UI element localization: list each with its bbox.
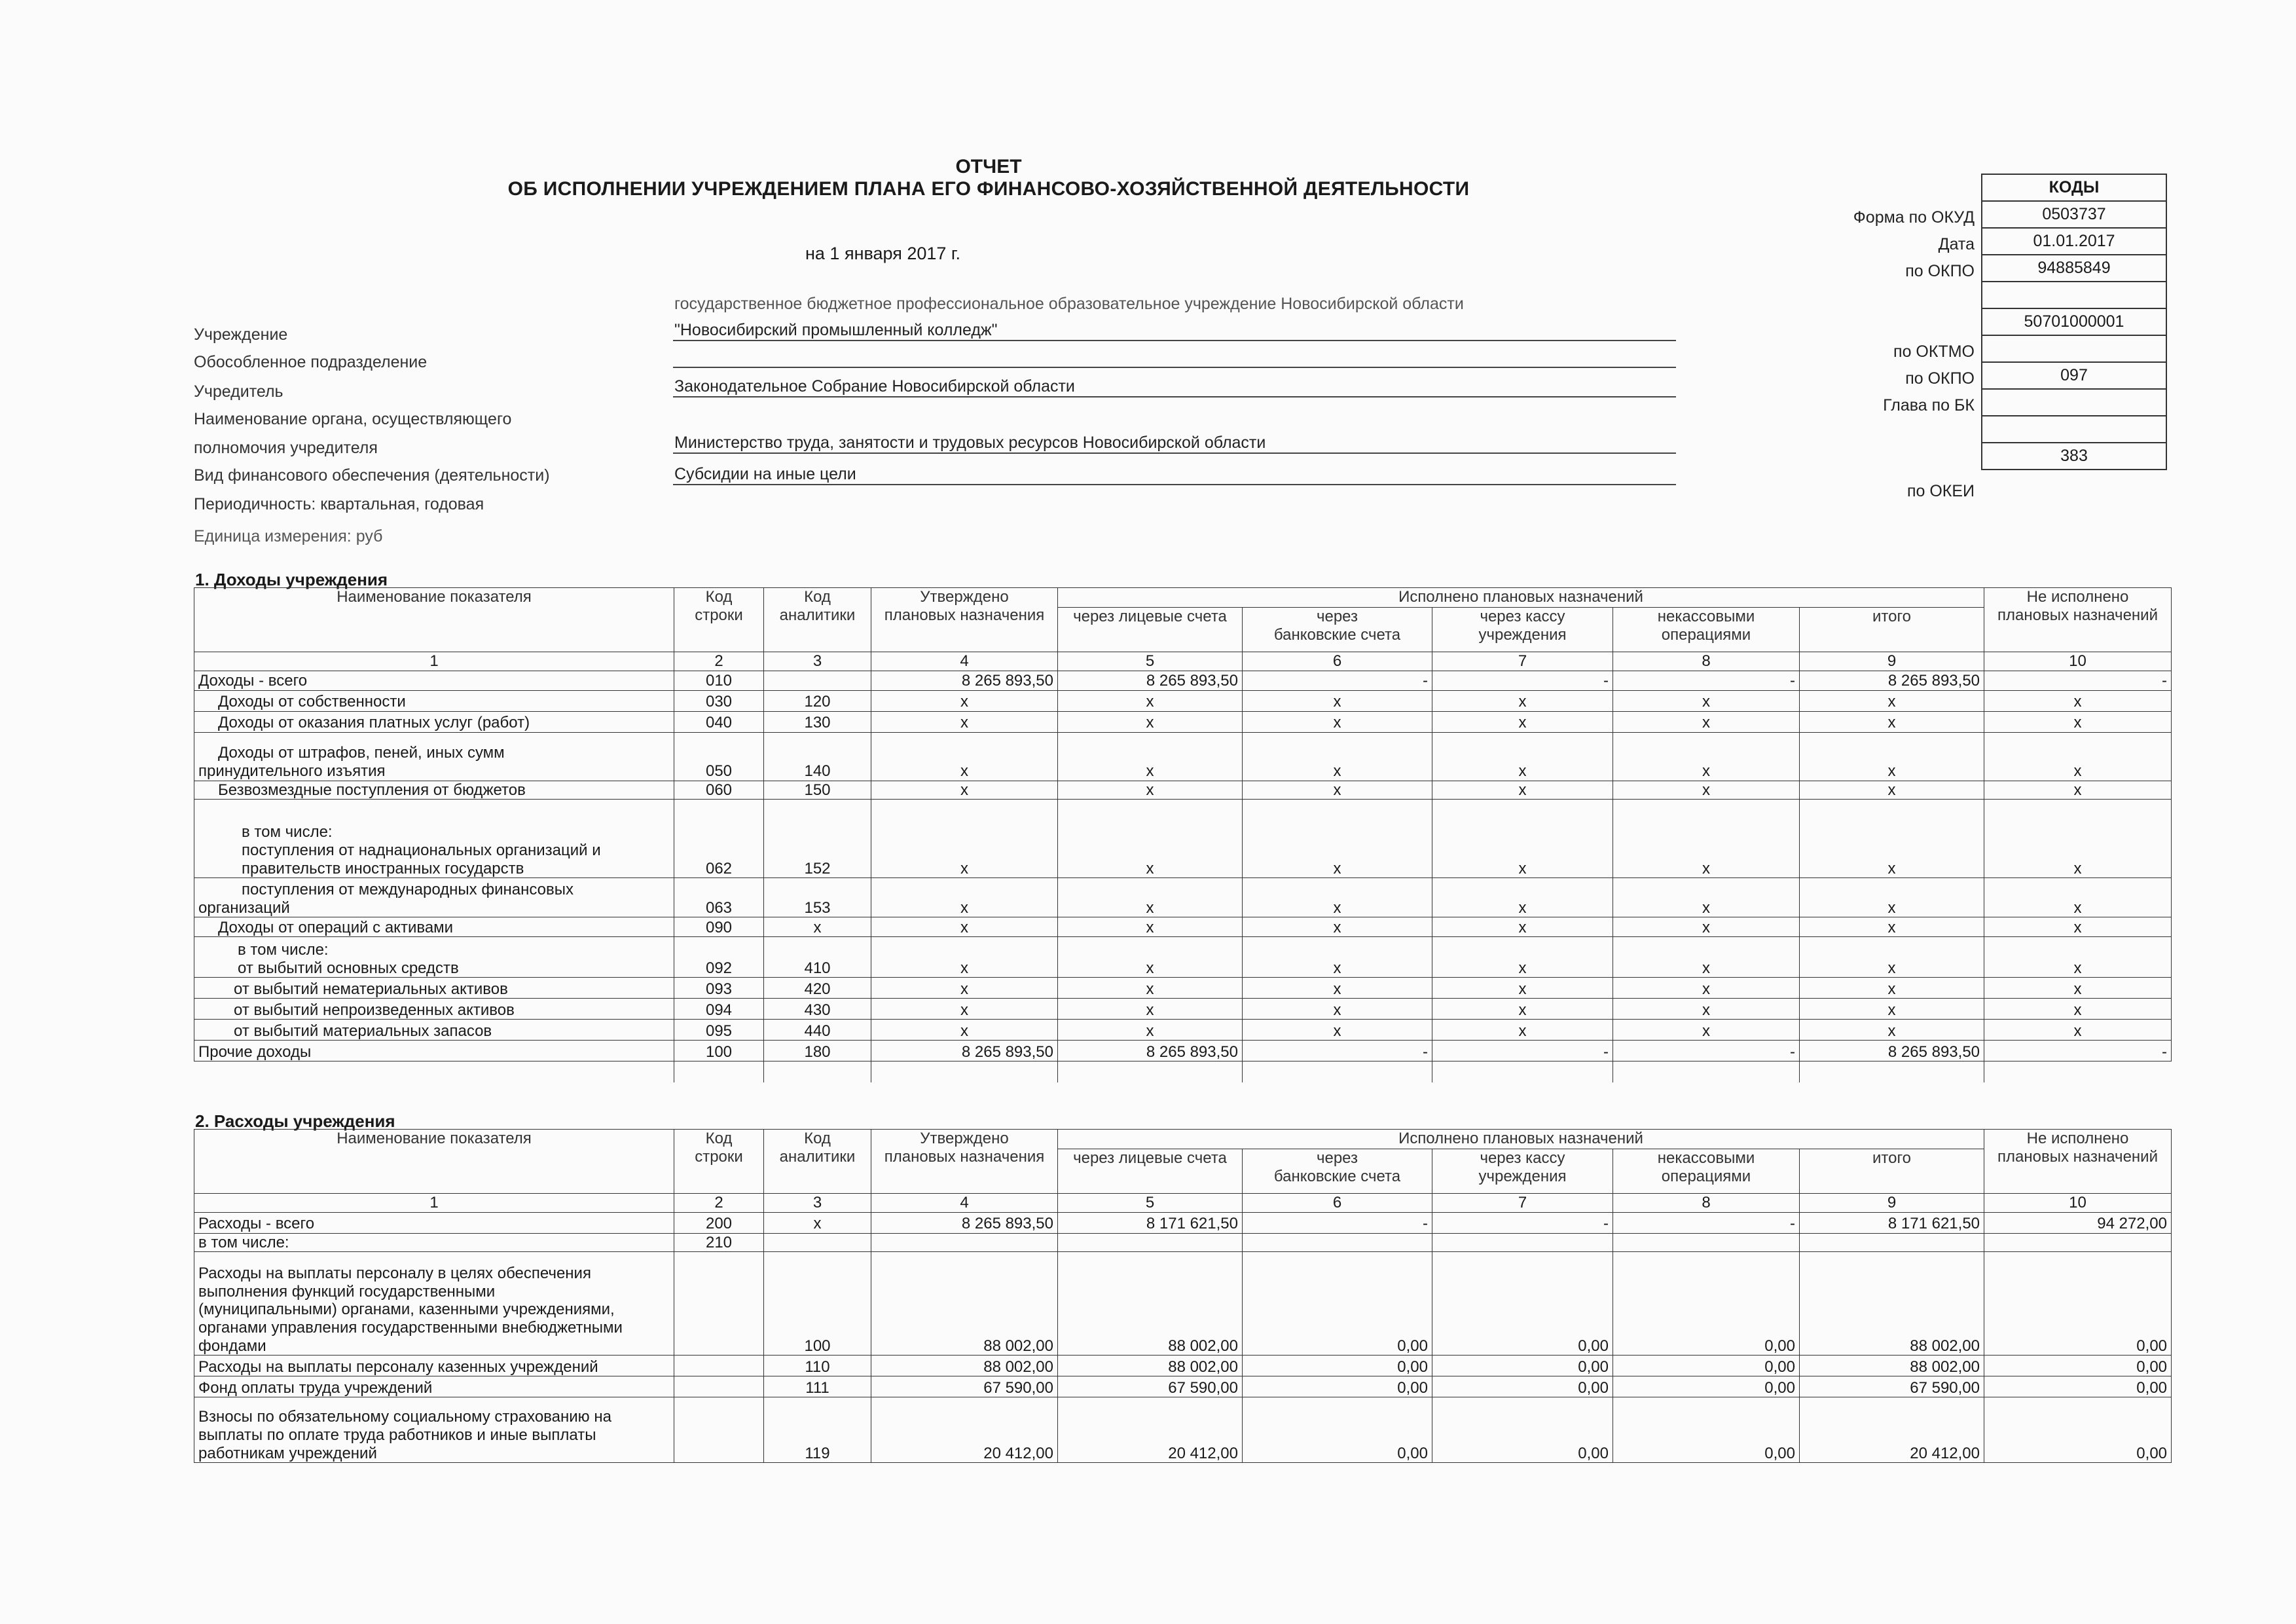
- row-name: в том числе: поступления от наднациональных организаций и правительств иностранных государств: [194, 800, 674, 878]
- row-an: 110: [764, 1356, 871, 1376]
- row-c4: 8 265 893,50: [871, 671, 1058, 690]
- label-okud: Форма по ОКУД: [1853, 208, 1975, 227]
- num-2: 2: [674, 1194, 764, 1213]
- row-c9: x: [1800, 711, 1984, 732]
- table-row: [194, 800, 2172, 878]
- row-c9: x: [1800, 732, 1984, 781]
- row-c6: -: [1243, 671, 1432, 690]
- expense-table: [194, 1129, 2172, 1463]
- row-c5: x: [1058, 878, 1243, 917]
- row-c5: 67 590,00: [1058, 1376, 1243, 1397]
- row-c8: 0,00: [1613, 1252, 1800, 1356]
- row-c8: x: [1613, 917, 1800, 937]
- num-9: 9: [1800, 1194, 1984, 1213]
- period-label: Периодичность: квартальная, годовая: [194, 495, 484, 513]
- row-c6: x: [1243, 999, 1432, 1020]
- num-6: 6: [1243, 1194, 1432, 1213]
- row-code: 030: [674, 690, 764, 711]
- row-c4: x: [871, 690, 1058, 711]
- row-an: 100: [764, 1252, 871, 1356]
- label-bk: Глава по БК: [1883, 396, 1975, 415]
- row-code: 092: [674, 937, 764, 978]
- col-via-cash: через кассу учреждения: [1432, 1149, 1613, 1194]
- row-c9: x: [1800, 690, 1984, 711]
- row-code: 060: [674, 781, 764, 800]
- row-c9: x: [1800, 978, 1984, 999]
- num-5: 5: [1058, 652, 1243, 671]
- row-code: 010: [674, 671, 764, 690]
- finance-label: Вид финансового обеспечения (деятельности): [194, 466, 550, 485]
- label-okpo-2: по ОКПО: [1905, 369, 1975, 388]
- col-via-cash: через кассу учреждения: [1432, 608, 1613, 652]
- num-9: 9: [1800, 652, 1984, 671]
- row-c5: 8 265 893,50: [1058, 1041, 1243, 1061]
- table-row: [194, 878, 2172, 917]
- row-c5: 20 412,00: [1058, 1397, 1243, 1463]
- num-1: 1: [194, 1194, 674, 1213]
- row-name: Доходы от собственности: [194, 690, 674, 711]
- col-executed: Исполнено плановых назначений: [1058, 588, 1984, 608]
- col-code-row: Код строки: [674, 1130, 764, 1194]
- row-code: [674, 1376, 764, 1397]
- row-an: 420: [764, 978, 871, 999]
- code-bk: 097: [1982, 362, 2166, 389]
- code-okpo-2: [1982, 335, 2166, 362]
- table-row: [194, 999, 2172, 1020]
- row-c8: -: [1613, 1041, 1800, 1061]
- row-an: 153: [764, 878, 871, 917]
- row-c6: x: [1243, 978, 1432, 999]
- codes-table: [1981, 174, 2167, 470]
- row-c7: x: [1432, 711, 1613, 732]
- num-8: 8: [1613, 652, 1800, 671]
- row-name: Доходы от штрафов, пеней, иных сумм принудительного изъятия: [194, 732, 674, 781]
- row-c6: x: [1243, 800, 1432, 878]
- row-c5: 88 002,00: [1058, 1252, 1243, 1356]
- code-okud: 0503737: [1982, 201, 2166, 228]
- row-c7: -: [1432, 671, 1613, 690]
- row-name: в том числе:: [194, 1233, 674, 1252]
- row-c8: x: [1613, 732, 1800, 781]
- row-c6: x: [1243, 690, 1432, 711]
- row-c10: x: [1984, 917, 2172, 937]
- row-c9: 8 171 621,50: [1800, 1212, 1984, 1233]
- row-c8: x: [1613, 711, 1800, 732]
- row-name: поступления от международных финансовых организаций: [194, 878, 674, 917]
- row-c4: x: [871, 937, 1058, 978]
- table-row: [194, 732, 2172, 781]
- authority-value: Министерство труда, занятости и трудовых ресурсов Новосибирской области: [673, 434, 1676, 454]
- num-3: 3: [764, 1194, 871, 1213]
- row-c8: x: [1613, 999, 1800, 1020]
- row-code: 094: [674, 999, 764, 1020]
- row-code: 093: [674, 978, 764, 999]
- table-row: [194, 690, 2172, 711]
- row-c7: x: [1432, 781, 1613, 800]
- row-c6: 0,00: [1243, 1356, 1432, 1376]
- num-10: 10: [1984, 652, 2172, 671]
- table-row: [194, 781, 2172, 800]
- row-code: 040: [674, 711, 764, 732]
- code-empty-2: [1982, 389, 2166, 416]
- row-an: 140: [764, 732, 871, 781]
- table-row: [194, 1356, 2172, 1376]
- row-c4: x: [871, 732, 1058, 781]
- row-c4: x: [871, 781, 1058, 800]
- col-executed: Исполнено плановых назначений: [1058, 1130, 1984, 1149]
- income-section-title: 1. Доходы учреждения: [195, 570, 388, 589]
- row-code: 062: [674, 800, 764, 878]
- report-subtitle: ОБ ИСПОЛНЕНИИ УЧРЕЖДЕНИЕМ ПЛАНА ЕГО ФИНАНСОВО-ХОЗЯЙСТВЕННОЙ ДЕЯТЕЛЬНОСТИ: [507, 178, 1470, 200]
- num-4: 4: [871, 652, 1058, 671]
- label-okei: по ОКЕИ: [1906, 482, 1975, 500]
- row-c10: 0,00: [1984, 1376, 2172, 1397]
- row-c8: -: [1613, 671, 1800, 690]
- division-label: Обособленное подразделение: [194, 353, 428, 371]
- row-c9: 8 265 893,50: [1800, 671, 1984, 690]
- row-c5: 88 002,00: [1058, 1356, 1243, 1376]
- row-name: Прочие доходы: [194, 1041, 674, 1061]
- row-c5: 8 265 893,50: [1058, 671, 1243, 690]
- row-c6: 0,00: [1243, 1376, 1432, 1397]
- row-c5: x: [1058, 999, 1243, 1020]
- row-c4: x: [871, 1020, 1058, 1041]
- row-c6: x: [1243, 732, 1432, 781]
- finance-value: Субсидии на иные цели: [673, 465, 1676, 485]
- row-c5: x: [1058, 937, 1243, 978]
- row-c10: 0,00: [1984, 1397, 2172, 1463]
- table-row: [194, 1376, 2172, 1397]
- row-c7: x: [1432, 1020, 1613, 1041]
- row-c10: x: [1984, 937, 2172, 978]
- income-table: [194, 587, 2172, 1082]
- row-an: x: [764, 1212, 871, 1233]
- authority-label-1: Наименование органа, осуществляющего: [194, 410, 512, 428]
- row-c7: -: [1432, 1041, 1613, 1061]
- table-row: [194, 1212, 2172, 1233]
- table-row: [194, 1041, 2172, 1061]
- row-c5: x: [1058, 978, 1243, 999]
- row-c5: x: [1058, 800, 1243, 878]
- table-row: [194, 937, 2172, 978]
- col-via-bank: через банковские счета: [1243, 1149, 1432, 1194]
- row-c9: 67 590,00: [1800, 1376, 1984, 1397]
- row-c8: x: [1613, 1020, 1800, 1041]
- col-approved: Утверждено плановых назначения: [871, 588, 1058, 652]
- label-date: Дата: [1938, 235, 1975, 253]
- row-c7: x: [1432, 800, 1613, 878]
- row-c10: x: [1984, 690, 2172, 711]
- row-c8: 0,00: [1613, 1397, 1800, 1463]
- row-code: 095: [674, 1020, 764, 1041]
- row-c9: x: [1800, 800, 1984, 878]
- row-c7: -: [1432, 1212, 1613, 1233]
- row-an: x: [764, 917, 871, 937]
- row-an: 119: [764, 1397, 871, 1463]
- row-name: в том числе: от выбытий основных средств: [194, 937, 674, 978]
- row-code: 050: [674, 732, 764, 781]
- code-empty-1: [1982, 282, 2166, 308]
- row-c6: x: [1243, 937, 1432, 978]
- row-c10: -: [1984, 1041, 2172, 1061]
- row-c10: x: [1984, 781, 2172, 800]
- table-row: [194, 711, 2172, 732]
- row-c4: x: [871, 999, 1058, 1020]
- row-name: Доходы от оказания платных услуг (работ): [194, 711, 674, 732]
- num-2: 2: [674, 652, 764, 671]
- row-c4: x: [871, 917, 1058, 937]
- code-empty-3: [1982, 416, 2166, 443]
- row-c6: x: [1243, 917, 1432, 937]
- row-an: 180: [764, 1041, 871, 1061]
- col-not-executed: Не исполнено плановых назначений: [1984, 588, 2172, 652]
- col-noncash: некассовыми операциями: [1613, 1149, 1800, 1194]
- row-c10: x: [1984, 878, 2172, 917]
- row-c4: x: [871, 978, 1058, 999]
- row-c6: x: [1243, 1020, 1432, 1041]
- row-c8: x: [1613, 800, 1800, 878]
- row-c10: 94 272,00: [1984, 1212, 2172, 1233]
- row-c8: 0,00: [1613, 1356, 1800, 1376]
- row-name: Безвозмездные поступления от бюджетов: [194, 781, 674, 800]
- row-c7: x: [1432, 690, 1613, 711]
- row-c7: x: [1432, 937, 1613, 978]
- num-7: 7: [1432, 1194, 1613, 1213]
- row-c10: x: [1984, 1020, 2172, 1041]
- authority-label-2: полномочия учредителя: [194, 439, 378, 457]
- row-an: 410: [764, 937, 871, 978]
- row-c10: -: [1984, 671, 2172, 690]
- row-c4: x: [871, 711, 1058, 732]
- unit-label: Единица измерения: руб: [194, 527, 383, 545]
- row-code: [674, 1397, 764, 1463]
- col-via-accounts: через лицевые счета: [1058, 1149, 1243, 1194]
- col-via-bank: через банковские счета: [1243, 608, 1432, 652]
- row-c7: x: [1432, 732, 1613, 781]
- founder-value: Законодательное Собрание Новосибирской области: [673, 377, 1676, 397]
- row-name: Доходы - всего: [194, 671, 674, 690]
- row-c4: 67 590,00: [871, 1376, 1058, 1397]
- col-name: Наименование показателя: [194, 588, 674, 652]
- row-c7: x: [1432, 999, 1613, 1020]
- row-c10: x: [1984, 711, 2172, 732]
- table-row: [194, 1233, 2172, 1252]
- row-c10: 0,00: [1984, 1252, 2172, 1356]
- row-code: 063: [674, 878, 764, 917]
- row-code: [674, 1252, 764, 1356]
- row-c9: x: [1800, 1020, 1984, 1041]
- row-c7: 0,00: [1432, 1376, 1613, 1397]
- row-name: Расходы на выплаты персоналу казенных учреждений: [194, 1356, 674, 1376]
- row-c6: x: [1243, 878, 1432, 917]
- row-name: Расходы на выплаты персоналу в целях обеспечения выполнения функций государственными (муниципальными) органами, казенными учреждениями, органами управления государственными внебюджетными фондами: [194, 1252, 674, 1356]
- table-row: [194, 978, 2172, 999]
- row-c5: x: [1058, 690, 1243, 711]
- expense-section-title: 2. Расходы учреждения: [195, 1111, 395, 1131]
- table-row-empty: [194, 1061, 2172, 1082]
- row-c8: x: [1613, 781, 1800, 800]
- row-c8: 0,00: [1613, 1376, 1800, 1397]
- row-name: Расходы - всего: [194, 1212, 674, 1233]
- row-c4: 88 002,00: [871, 1356, 1058, 1376]
- row-c4: 20 412,00: [871, 1397, 1058, 1463]
- table-row: [194, 917, 2172, 937]
- row-c4: 8 265 893,50: [871, 1212, 1058, 1233]
- num-10: 10: [1984, 1194, 2172, 1213]
- col-noncash: некассовыми операциями: [1613, 608, 1800, 652]
- row-c4: x: [871, 800, 1058, 878]
- row-an: [764, 671, 871, 690]
- row-c7: x: [1432, 917, 1613, 937]
- row-c9: x: [1800, 781, 1984, 800]
- code-date: 01.01.2017: [1982, 228, 2166, 255]
- row-c6: 0,00: [1243, 1397, 1432, 1463]
- row-c8: x: [1613, 937, 1800, 978]
- row-c9: x: [1800, 878, 1984, 917]
- division-value: [673, 348, 1676, 368]
- row-c10: x: [1984, 978, 2172, 999]
- row-c5: x: [1058, 917, 1243, 937]
- row-c5: x: [1058, 781, 1243, 800]
- table-row: [194, 1252, 2172, 1356]
- row-c6: x: [1243, 711, 1432, 732]
- col-code-row: Код строки: [674, 588, 764, 652]
- table-row: [194, 1020, 2172, 1041]
- col-total: итого: [1800, 608, 1984, 652]
- row-c8: x: [1613, 690, 1800, 711]
- row-c6: -: [1243, 1041, 1432, 1061]
- row-c9: 88 002,00: [1800, 1252, 1984, 1356]
- row-c7: 0,00: [1432, 1356, 1613, 1376]
- institution-label: Учреждение: [194, 325, 288, 344]
- row-code: 210: [674, 1233, 764, 1252]
- row-c9: x: [1800, 999, 1984, 1020]
- col-code-an: Код аналитики: [764, 1130, 871, 1194]
- label-oktmo: по ОКТМО: [1893, 342, 1975, 361]
- report-title: ОТЧЕТ: [955, 156, 1022, 177]
- code-okei: 383: [1982, 443, 2166, 470]
- row-name: от выбытий непроизведенных активов: [194, 999, 674, 1020]
- row-code: 090: [674, 917, 764, 937]
- col-not-executed: Не исполнено плановых назначений: [1984, 1130, 2172, 1194]
- row-name: от выбытий материальных запасов: [194, 1020, 674, 1041]
- row-c4: x: [871, 878, 1058, 917]
- row-c10: x: [1984, 999, 2172, 1020]
- row-an: 430: [764, 999, 871, 1020]
- row-an: 440: [764, 1020, 871, 1041]
- row-c7: x: [1432, 978, 1613, 999]
- institution-value-2: "Новосибирский промышленный колледж": [673, 321, 1676, 341]
- table-row: [194, 1397, 2172, 1463]
- num-6: 6: [1243, 652, 1432, 671]
- row-c5: x: [1058, 732, 1243, 781]
- row-name: Фонд оплаты труда учреждений: [194, 1376, 674, 1397]
- num-7: 7: [1432, 652, 1613, 671]
- num-8: 8: [1613, 1194, 1800, 1213]
- num-1: 1: [194, 652, 674, 671]
- institution-value-1: государственное бюджетное профессиональное образовательное учреждение Новосибирской области: [674, 295, 1464, 313]
- col-approved: Утверждено плановых назначения: [871, 1130, 1058, 1194]
- row-code: 200: [674, 1212, 764, 1233]
- col-total: итого: [1800, 1149, 1984, 1194]
- row-c4: 8 265 893,50: [871, 1041, 1058, 1061]
- row-c8: x: [1613, 878, 1800, 917]
- row-c6: 0,00: [1243, 1252, 1432, 1356]
- row-c7: 0,00: [1432, 1397, 1613, 1463]
- num-5: 5: [1058, 1194, 1243, 1213]
- row-c9: x: [1800, 917, 1984, 937]
- col-code-an: Код аналитики: [764, 588, 871, 652]
- code-okpo: 94885849: [1982, 255, 2166, 282]
- row-c10: x: [1984, 800, 2172, 878]
- row-an: 130: [764, 711, 871, 732]
- table-row: [194, 671, 2172, 690]
- row-c7: 0,00: [1432, 1252, 1613, 1356]
- report-date: на 1 января 2017 г.: [805, 244, 960, 263]
- row-an: 152: [764, 800, 871, 878]
- row-c9: 20 412,00: [1800, 1397, 1984, 1463]
- row-c9: 88 002,00: [1800, 1356, 1984, 1376]
- col-via-accounts: через лицевые счета: [1058, 608, 1243, 652]
- row-code: [674, 1356, 764, 1376]
- row-c5: x: [1058, 1020, 1243, 1041]
- row-c10: 0,00: [1984, 1356, 2172, 1376]
- row-c6: x: [1243, 781, 1432, 800]
- label-okpo: по ОКПО: [1905, 262, 1975, 280]
- row-c9: 8 265 893,50: [1800, 1041, 1984, 1061]
- row-name: Взносы по обязательному социальному страхованию на выплаты по оплате труда работников и иные выплаты работникам учреждений: [194, 1397, 674, 1463]
- row-c6: -: [1243, 1212, 1432, 1233]
- row-c9: x: [1800, 937, 1984, 978]
- row-c4: 88 002,00: [871, 1252, 1058, 1356]
- founder-label: Учредитель: [194, 382, 283, 401]
- code-oktmo: 50701000001: [1982, 308, 2166, 335]
- row-c7: x: [1432, 878, 1613, 917]
- row-code: 100: [674, 1041, 764, 1061]
- row-name: Доходы от операций с активами: [194, 917, 674, 937]
- row-c10: x: [1984, 732, 2172, 781]
- row-an: 111: [764, 1376, 871, 1397]
- col-name: Наименование показателя: [194, 1130, 674, 1194]
- row-an: 120: [764, 690, 871, 711]
- row-an: 150: [764, 781, 871, 800]
- row-name: от выбытий нематериальных активов: [194, 978, 674, 999]
- codes-header: КОДЫ: [1982, 174, 2166, 201]
- row-c5: x: [1058, 711, 1243, 732]
- row-c5: 8 171 621,50: [1058, 1212, 1243, 1233]
- row-c8: -: [1613, 1212, 1800, 1233]
- num-4: 4: [871, 1194, 1058, 1213]
- row-c8: x: [1613, 978, 1800, 999]
- num-3: 3: [764, 652, 871, 671]
